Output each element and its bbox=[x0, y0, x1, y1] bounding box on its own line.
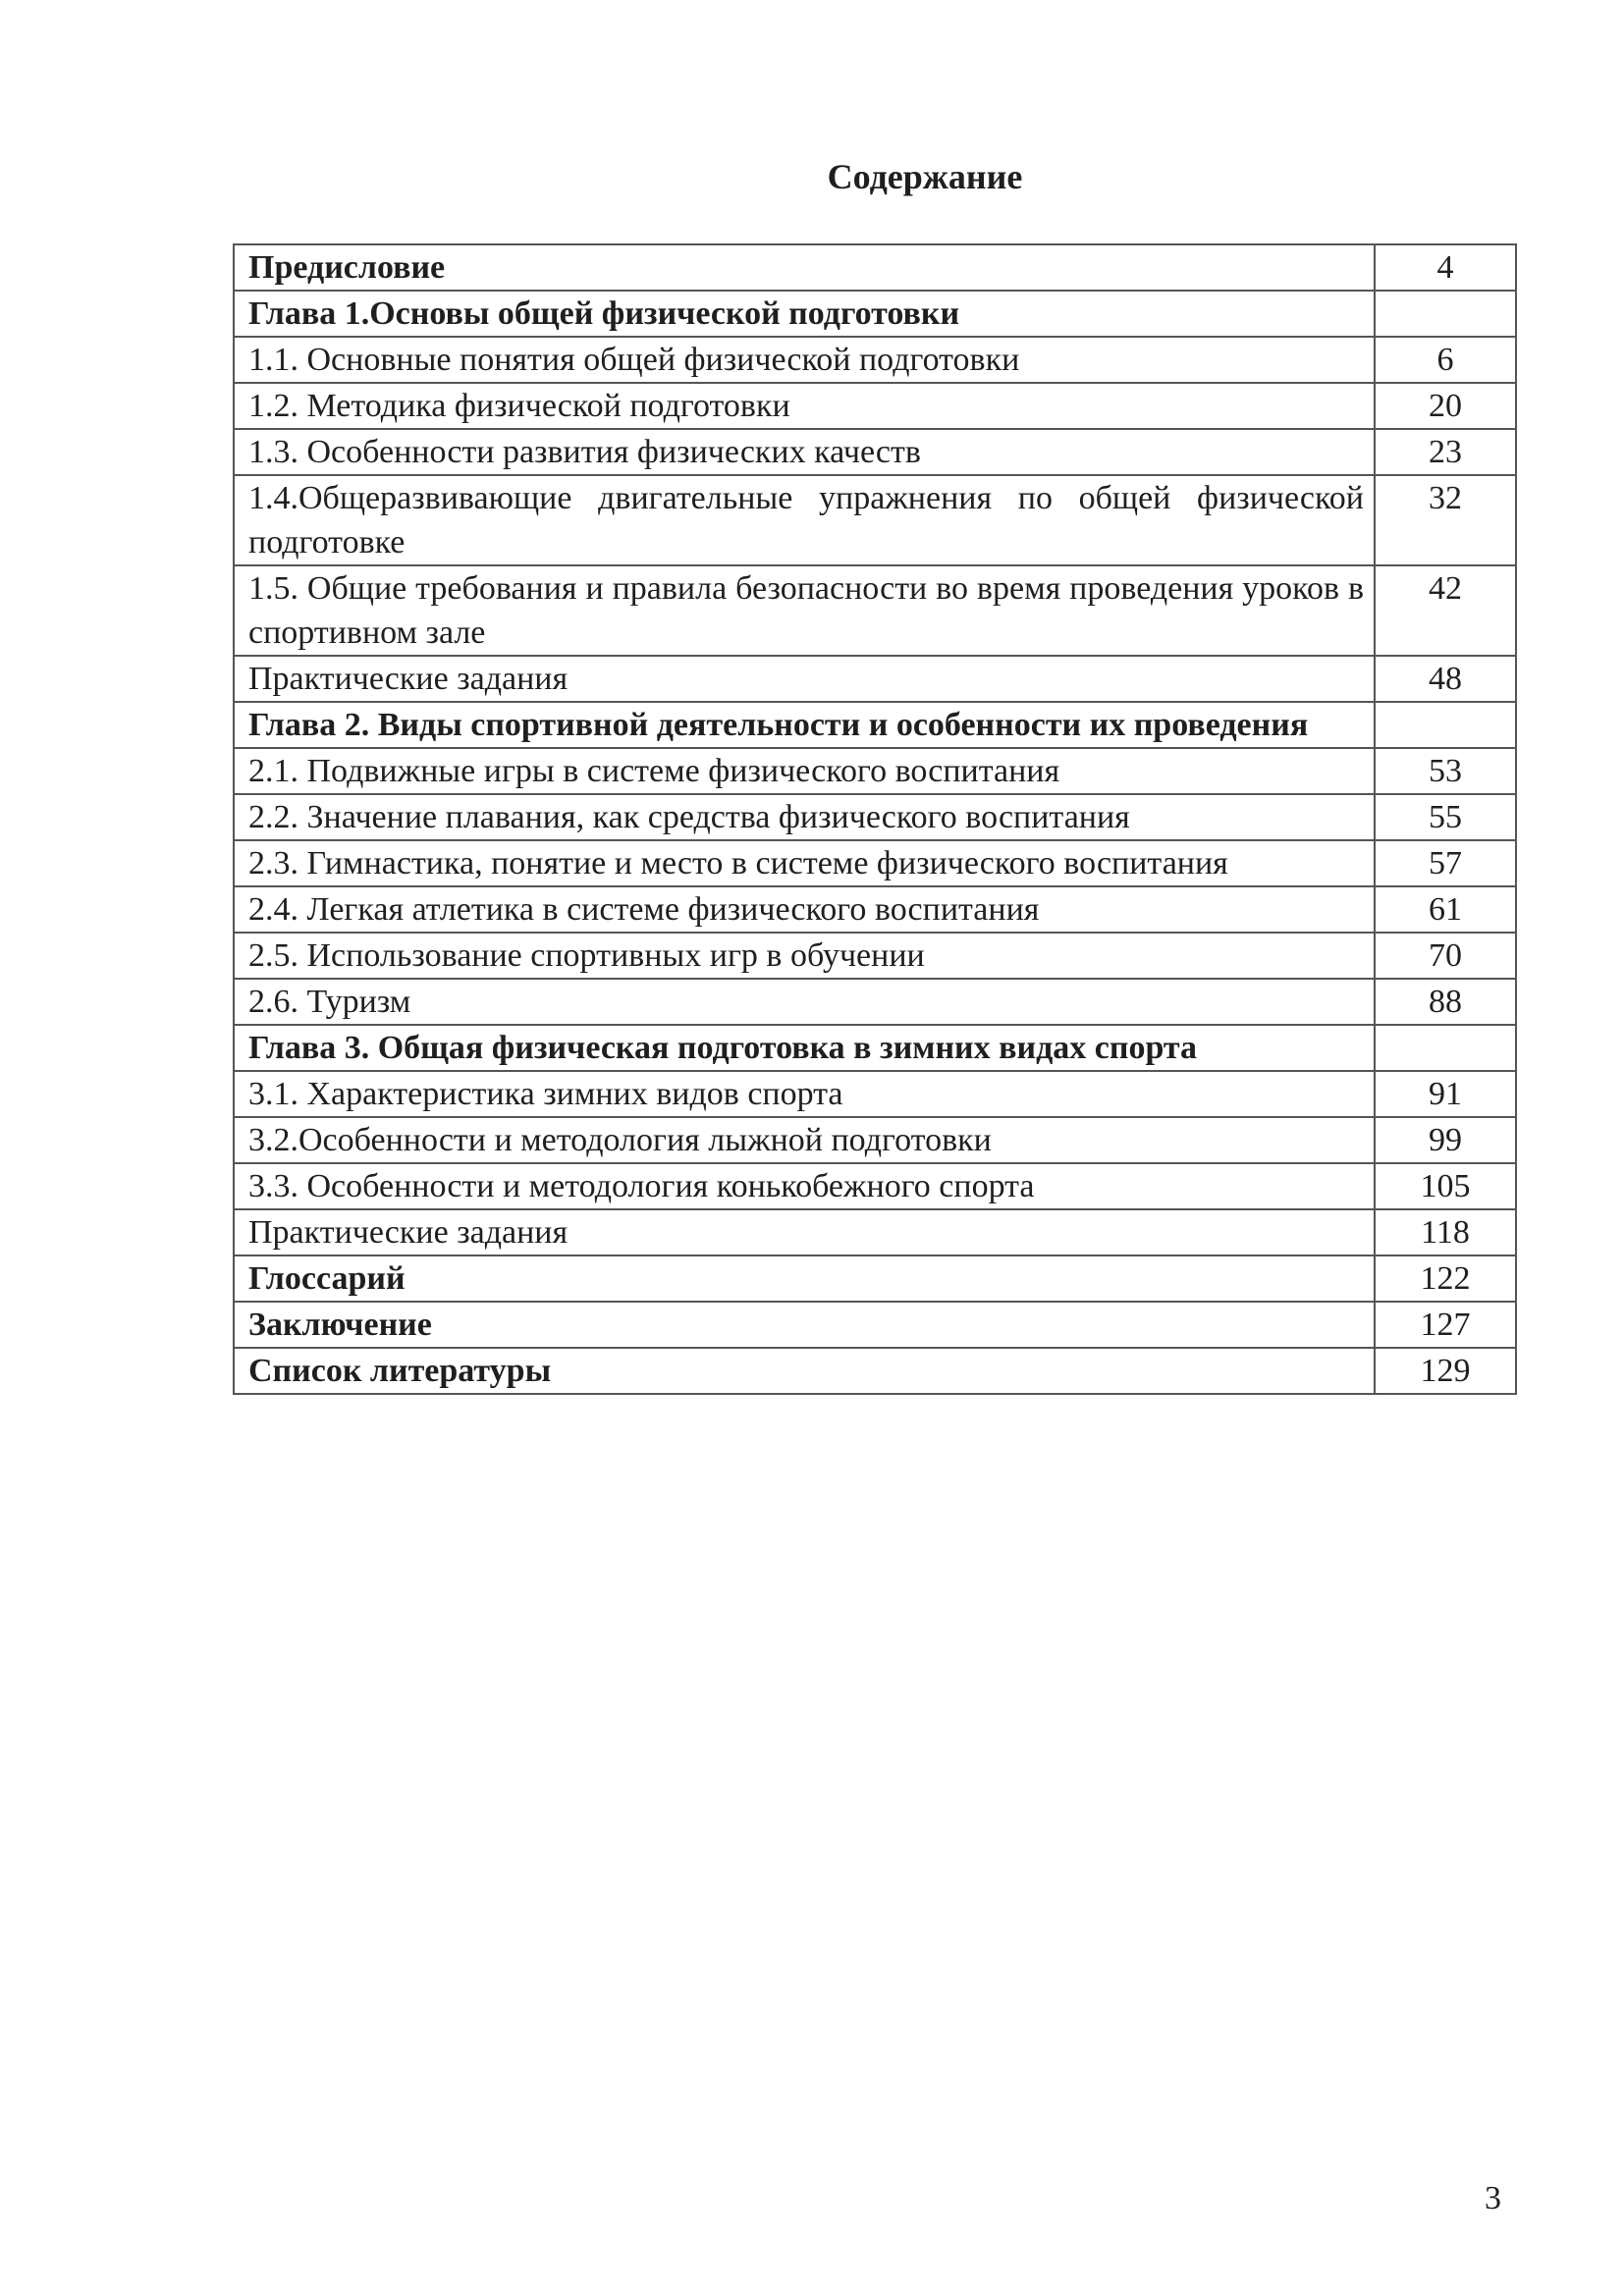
toc-row bbox=[234, 886, 1516, 933]
toc-row bbox=[234, 1302, 1516, 1348]
toc-row bbox=[234, 933, 1516, 979]
toc-entry-page: 70 bbox=[1375, 933, 1516, 979]
toc-row bbox=[234, 565, 1516, 656]
toc-row bbox=[234, 337, 1516, 383]
toc-entry-page: 42 bbox=[1375, 565, 1516, 656]
toc-entry-page: 99 bbox=[1375, 1117, 1516, 1163]
toc-entry-page: 61 bbox=[1375, 886, 1516, 933]
toc-row bbox=[234, 1117, 1516, 1163]
toc-entry-page bbox=[1375, 1025, 1516, 1071]
toc-entry-page: 23 bbox=[1375, 429, 1516, 475]
toc-entry-title[interactable]: Практические задания bbox=[234, 656, 1375, 702]
toc-row bbox=[234, 291, 1516, 337]
toc-entry-page: 129 bbox=[1375, 1348, 1516, 1394]
toc-row bbox=[234, 1348, 1516, 1394]
toc-entry-title[interactable]: 2.1. Подвижные игры в системе физического воспитания bbox=[234, 748, 1375, 794]
toc-entry-page: 4 bbox=[1375, 244, 1516, 291]
toc-entry-title[interactable]: Заключение bbox=[234, 1302, 1375, 1348]
toc-row bbox=[234, 429, 1516, 475]
toc-entry-title[interactable]: 3.1. Характеристика зимних видов спорта bbox=[234, 1071, 1375, 1117]
toc-entry-title[interactable]: 1.4.Общеразвивающие двигательные упражнения по общей физической подготовке bbox=[234, 475, 1375, 565]
page-number: 3 bbox=[1485, 2180, 1501, 2216]
toc-entry-title[interactable]: 3.2.Особенности и методология лыжной подготовки bbox=[234, 1117, 1375, 1163]
toc-entry-page bbox=[1375, 702, 1516, 748]
toc-entry-page: 6 bbox=[1375, 337, 1516, 383]
toc-row bbox=[234, 748, 1516, 794]
toc-entry-title[interactable]: 2.5. Использование спортивных игр в обучении bbox=[234, 933, 1375, 979]
toc-row bbox=[234, 794, 1516, 840]
toc-entry-title[interactable]: Глоссарий bbox=[234, 1255, 1375, 1302]
toc-row bbox=[234, 840, 1516, 886]
toc-entry-title[interactable]: Глава 1.Основы общей физической подготовки bbox=[234, 291, 1375, 337]
toc-entry-page: 122 bbox=[1375, 1255, 1516, 1302]
toc-entry-title[interactable]: 2.4. Легкая атлетика в системе физического воспитания bbox=[234, 886, 1375, 933]
toc-row bbox=[234, 1209, 1516, 1255]
toc-row bbox=[234, 702, 1516, 748]
toc-entry-title[interactable]: Глава 2. Виды спортивной деятельности и особенности их проведения bbox=[234, 702, 1375, 748]
toc-entry-title[interactable]: Предисловие bbox=[234, 244, 1375, 291]
toc-entry-page: 55 bbox=[1375, 794, 1516, 840]
toc-entry-page: 48 bbox=[1375, 656, 1516, 702]
toc-row bbox=[234, 979, 1516, 1025]
toc-entry-page: 118 bbox=[1375, 1209, 1516, 1255]
toc-entry-page: 91 bbox=[1375, 1071, 1516, 1117]
toc-row bbox=[234, 383, 1516, 429]
toc-entry-page bbox=[1375, 291, 1516, 337]
toc-entry-page: 127 bbox=[1375, 1302, 1516, 1348]
toc-entry-page: 20 bbox=[1375, 383, 1516, 429]
toc-entry-page: 32 bbox=[1375, 475, 1516, 565]
toc-entry-page: 88 bbox=[1375, 979, 1516, 1025]
toc-entry-title[interactable]: 2.6. Туризм bbox=[234, 979, 1375, 1025]
toc-row bbox=[234, 1071, 1516, 1117]
toc-row bbox=[234, 1025, 1516, 1071]
toc-entry-title[interactable]: 1.2. Методика физической подготовки bbox=[234, 383, 1375, 429]
toc-entry-title[interactable]: 1.1. Основные понятия общей физической подготовки bbox=[234, 337, 1375, 383]
table-of-contents bbox=[233, 243, 1517, 1395]
toc-row bbox=[234, 656, 1516, 702]
toc-entry-page: 57 bbox=[1375, 840, 1516, 886]
toc-entry-title[interactable]: 1.3. Особенности развития физических качеств bbox=[234, 429, 1375, 475]
toc-entry-title[interactable]: 3.3. Особенности и методология конькобежного спорта bbox=[234, 1163, 1375, 1209]
toc-row bbox=[234, 1255, 1516, 1302]
toc-entry-title[interactable]: 1.5. Общие требования и правила безопасности во время проведения уроков в спортивном зале bbox=[234, 565, 1375, 656]
toc-row bbox=[234, 1163, 1516, 1209]
toc-row bbox=[234, 244, 1516, 291]
page-title: Содержание bbox=[827, 157, 1023, 196]
toc-entry-title[interactable]: 2.2. Значение плавания, как средства физического воспитания bbox=[234, 794, 1375, 840]
toc-entry-title[interactable]: Практические задания bbox=[234, 1209, 1375, 1255]
toc-entry-title[interactable]: 2.3. Гимнастика, понятие и место в системе физического воспитания bbox=[234, 840, 1375, 886]
toc-entry-page: 53 bbox=[1375, 748, 1516, 794]
toc-row bbox=[234, 475, 1516, 565]
toc-entry-title[interactable]: Глава 3. Общая физическая подготовка в зимних видах спорта bbox=[234, 1025, 1375, 1071]
toc-entry-title[interactable]: Список литературы bbox=[234, 1348, 1375, 1394]
toc-entry-page: 105 bbox=[1375, 1163, 1516, 1209]
